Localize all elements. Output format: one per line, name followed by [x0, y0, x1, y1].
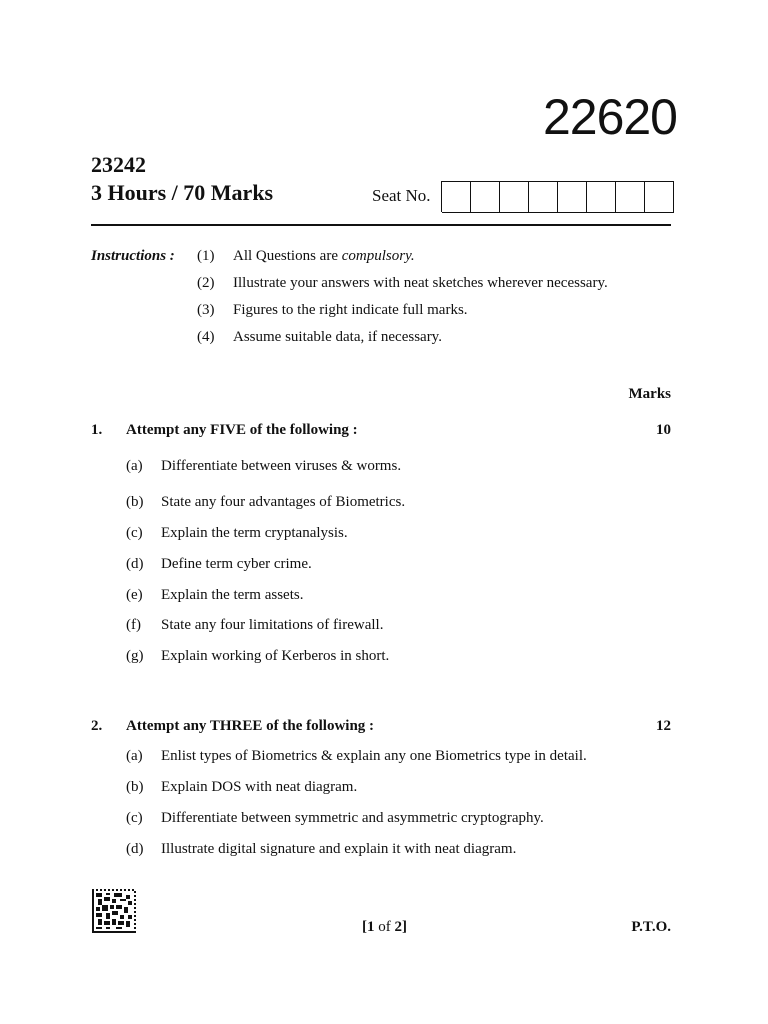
- seat-digit-box[interactable]: [558, 181, 587, 213]
- instructions-heading: Instructions :: [91, 248, 175, 264]
- subject-code: 23242: [91, 152, 146, 177]
- instruction-text: Assume suitable data, if necessary.: [233, 329, 442, 345]
- subquestion-text: State any four advantages of Biometrics.: [161, 494, 406, 510]
- instruction-number: (2): [197, 275, 215, 291]
- seat-digit-box[interactable]: [471, 181, 500, 213]
- instruction-text-plain: All Questions are: [233, 248, 342, 264]
- subquestion-text: State any four limitations of firewall.: [161, 617, 384, 633]
- question-marks: 10: [656, 422, 671, 438]
- subquestion-text: Explain working of Kerberos in short.: [161, 648, 390, 664]
- duration-marks: 3 Hours / 70 Marks: [91, 180, 274, 205]
- question-heading: Attempt any THREE of the following :: [126, 718, 375, 734]
- subquestion-label: (d): [126, 556, 144, 572]
- subquestion-text: Differentiate between viruses & worms.: [161, 458, 402, 474]
- instruction-text: [233, 248, 415, 265]
- seat-digit-box[interactable]: [587, 181, 616, 213]
- subquestion-label: (f): [126, 617, 141, 633]
- subquestion-text: Illustrate digital signature and explain it with neat diagram.: [161, 841, 517, 857]
- subquestion-label: (e): [126, 587, 143, 603]
- paper-code: 22620: [542, 89, 677, 145]
- subquestion-text: Enlist types of Biometrics & explain any one Biometrics type in detail.: [161, 748, 587, 764]
- subquestion-label: (b): [126, 494, 144, 510]
- seat-digit-box[interactable]: [500, 181, 529, 213]
- subquestion-text: Explain DOS with neat diagram.: [161, 779, 358, 795]
- subquestion-text: Explain the term assets.: [161, 587, 304, 603]
- subquestion-label: (a): [126, 458, 143, 474]
- subquestion-text: Define term cyber crime.: [161, 556, 312, 572]
- subquestion-label: (d): [126, 841, 144, 857]
- subquestion-label: (a): [126, 748, 143, 764]
- subquestion-text: Differentiate between symmetric and asymmetric cryptography.: [161, 810, 544, 826]
- page-number: [1 of 2]: [362, 919, 407, 935]
- seat-number-label: Seat No.: [372, 186, 431, 205]
- seat-digit-box[interactable]: [442, 181, 471, 213]
- subquestion-text: Explain the term cryptanalysis.: [161, 525, 348, 541]
- subquestion-label: (b): [126, 779, 144, 795]
- question-heading: Attempt any FIVE of the following :: [126, 422, 358, 438]
- question-number: 2.: [91, 718, 103, 734]
- seat-digit-box[interactable]: [645, 181, 674, 213]
- instruction-text-emphasis: compulsory.: [341, 248, 415, 264]
- instruction-number: (4): [197, 329, 215, 345]
- subquestion-label: (c): [126, 525, 143, 541]
- header-divider: [91, 224, 671, 226]
- seat-digit-box[interactable]: [529, 181, 558, 213]
- instruction-number: (1): [197, 248, 215, 264]
- instruction-text: Figures to the right indicate full marks.: [233, 302, 468, 318]
- instruction-number: (3): [197, 302, 215, 318]
- question-number: 1.: [91, 422, 103, 438]
- seat-digit-box[interactable]: [616, 181, 645, 213]
- seat-number-boxes[interactable]: [441, 181, 674, 212]
- subquestion-label: (c): [126, 810, 143, 826]
- datamatrix-code-icon: [92, 889, 136, 933]
- instruction-text: Illustrate your answers with neat sketches wherever necessary.: [233, 275, 608, 291]
- please-turn-over-label: P.T.O.: [631, 919, 671, 935]
- marks-column-heading: Marks: [628, 386, 671, 402]
- question-marks: 12: [656, 718, 671, 734]
- subquestion-label: (g): [126, 648, 144, 664]
